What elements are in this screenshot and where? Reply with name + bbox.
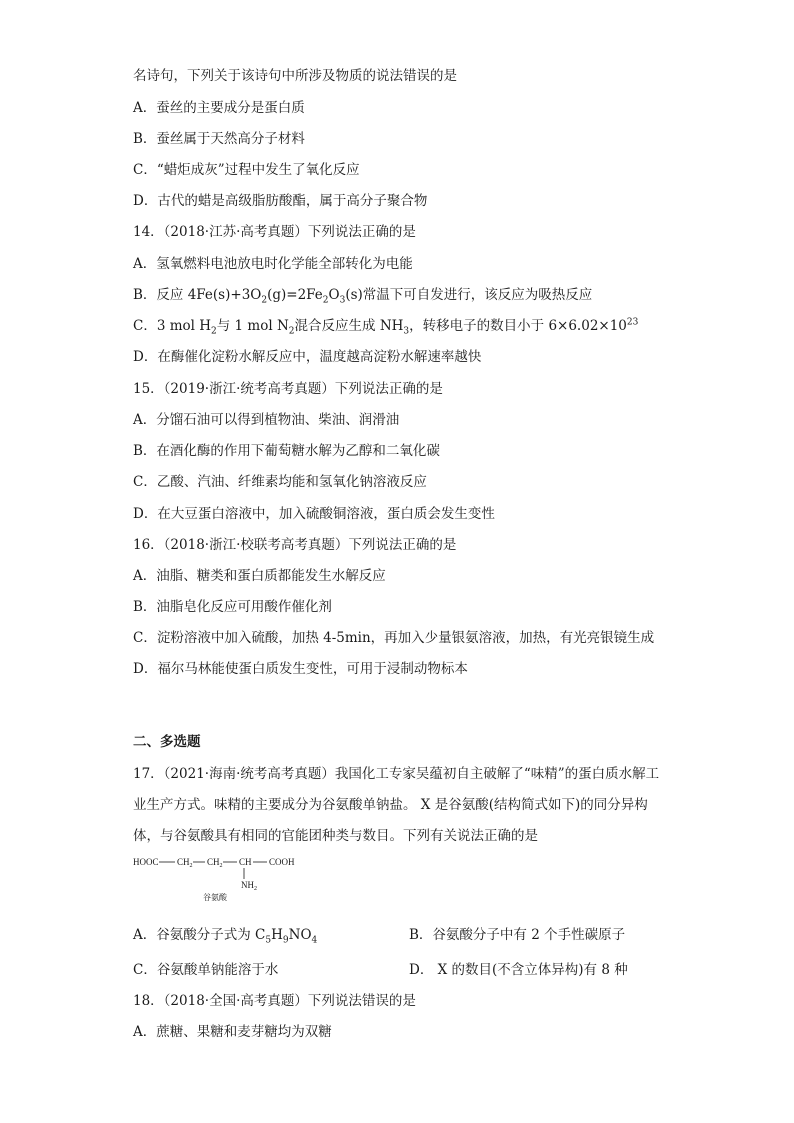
q16-option-b: B．油脂皂化反应可用酸作催化剂 [133, 599, 332, 615]
q15-option-b: B．在酒化酶的作用下葡萄糖水解为乙醇和二氧化碳 [133, 443, 440, 459]
q15-option-a: A．分馏石油可以得到植物油、柴油、润滑油 [133, 412, 400, 428]
q14-option-b: B．反应 $4Fe(s)+3O_2(g)=2Fe_2O_3(s)$常温下可自发进行，该反应为吸热反应 [133, 287, 593, 306]
q14-option-d: D．在酶催化淀粉水解反应中，温度越高淀粉水解速率越快 [133, 349, 482, 365]
formula-ch: CH [239, 857, 252, 867]
q15-stem: 15．（2019·浙江·统考高考真题）下列说法正确的是 [133, 381, 443, 397]
q15-option-d: D．在大豆蛋白溶液中，加入硫酸铜溶液，蛋白质会发生变性 [133, 506, 495, 522]
q17-option-b: B．谷氨酸分子中有 2 个手性碳原子 [409, 927, 626, 943]
q13-option-b: B．蚕丝属于天然高分子材料 [133, 131, 305, 147]
q14-option-a: A．氢氧燃料电池放电时化学能全部转化为电能 [133, 256, 413, 272]
q14-stem: 14．（2018·江苏·高考真题）下列说法正确的是 [133, 224, 416, 240]
q16-option-a: A．油脂、糖类和蛋白质都能发生水解反应 [133, 568, 386, 584]
q13-option-d: D．古代的蜡是高级脂肪酸酯，属于高分子聚合物 [133, 193, 428, 209]
q16-option-c: C．淀粉溶液中加入硫酸，加热 4-5min，再加入少量银氨溶液，加热，有光亮银镜生成 [133, 630, 655, 646]
q17-stem-line2: 业生产方式。味精的主要成分为谷氨酸单钠盐。 X 是谷氨酸(结构简式如下)的同分异构 [133, 797, 648, 813]
formula-ch2-a: $CH_2$ [177, 857, 193, 869]
q14-option-c: C．3 mol $H_2$与 1 mol $N_2$混合反应生成 $NH_3$，转移电子的数目小于 $6\times 6.02\times 10^{23}$ [133, 317, 639, 337]
q13-stem-tail: 名诗句，下列关于该诗句中所涉及物质的说法错误的是 [133, 68, 457, 84]
q13-option-c: C．“蜡炬成灰”过程中发生了氧化反应 [133, 162, 360, 178]
section-title-multi-choice: 二、多选题 [133, 734, 201, 750]
formula-ch2-b: $CH_2$ [207, 857, 223, 869]
formula-hooc: HOOC [133, 857, 159, 867]
q18-option-a: A．蔗糖、果糖和麦芽糖均为双糖 [133, 1024, 332, 1040]
glutamic-acid-structure [133, 852, 313, 902]
q15-option-c: C．乙酸、汽油、纤维素均能和氢氧化钠溶液反应 [133, 474, 427, 490]
formula-nh2: $NH_2$ [241, 880, 257, 892]
q17-stem-line1: 17．（2021·海南·统考高考真题）我国化工专家吴蕴初自主破解了“味精”的蛋白质水解工 [133, 766, 660, 782]
q17-stem-line3: 体，与谷氨酸具有相同的官能团种类与数目。下列有关说法正确的是 [133, 828, 538, 844]
q16-stem: 16．（2018·浙江·校联考高考真题）下列说法正确的是 [133, 537, 457, 553]
q17-option-a: A．谷氨酸分子式为 $C_5H_9NO_4$ [133, 927, 318, 946]
q18-stem: 18．（2018·全国·高考真题）下列说法错误的是 [133, 993, 416, 1009]
q13-option-a: A．蚕丝的主要成分是蛋白质 [133, 100, 305, 116]
formula-caption: 谷氨酸 [203, 893, 227, 902]
q16-option-d: D．福尔马林能使蛋白质发生变性，可用于浸制动物标本 [133, 661, 468, 677]
q17-option-d: D． X 的数目(不含立体异构)有 8 种 [409, 962, 628, 978]
q17-option-c: C．谷氨酸单钠能溶于水 [133, 962, 279, 978]
formula-cooh: COOH [269, 857, 295, 867]
